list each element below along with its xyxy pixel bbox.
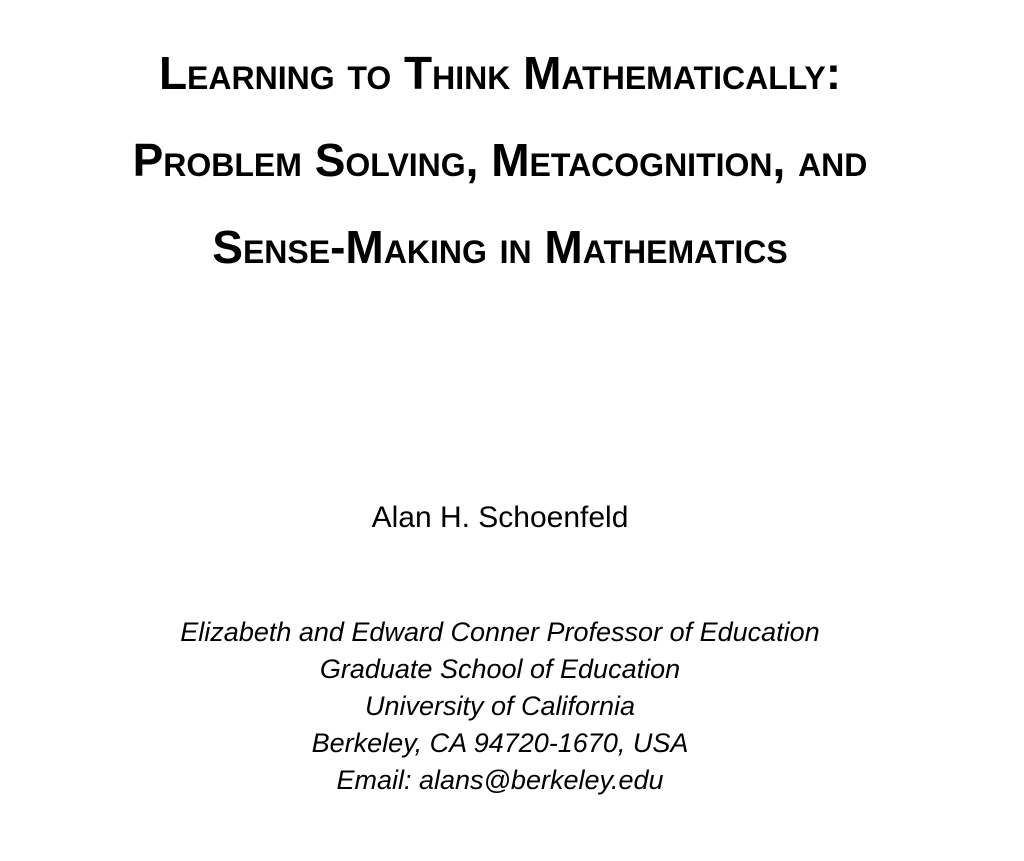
affiliation-email: Email: alans@berkeley.edu (336, 765, 664, 795)
title-line-1: Learning to Think Mathematically: (158, 47, 842, 99)
author-affiliation (0, 614, 1000, 799)
title-line-2: Problem Solving, Metacognition, and (132, 134, 868, 186)
affiliation-position: Elizabeth and Edward Conner Professor of Education (180, 617, 820, 647)
affiliation-university: University of California (364, 691, 636, 721)
author-name: Alan H. Schoenfeld (371, 501, 629, 534)
title-line-3: Sense-Making in Mathematics (212, 221, 788, 273)
affiliation-school: Graduate School of Education (319, 654, 681, 684)
paper-title (0, 30, 1000, 291)
affiliation-address: Berkeley, CA 94720-1670, USA (311, 728, 689, 758)
